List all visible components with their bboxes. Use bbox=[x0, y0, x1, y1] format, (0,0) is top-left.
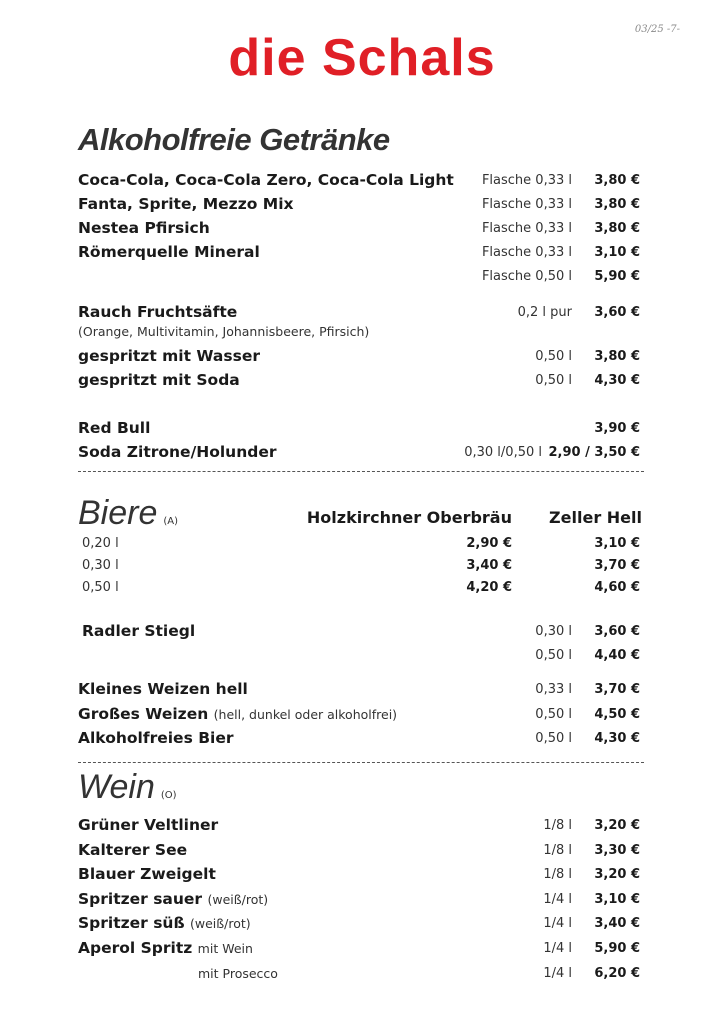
menu-item-price: 3,10 € bbox=[594, 892, 640, 907]
section-divider bbox=[78, 762, 644, 763]
menu-item-price: 3,10 € bbox=[594, 245, 640, 260]
menu-item-size: 0,30 l bbox=[535, 624, 572, 639]
menu-item-price: 4,30 € bbox=[594, 731, 640, 746]
menu-item-price: 3,80 € bbox=[594, 173, 640, 188]
menu-item-price: 3,20 € bbox=[594, 867, 640, 882]
allergen-tag: (O) bbox=[160, 790, 177, 801]
menu-item-price: 3,80 € bbox=[594, 221, 640, 236]
menu-item-note: (weiß/rot) bbox=[190, 916, 251, 931]
menu-item-price: 3,80 € bbox=[594, 349, 640, 364]
menu-item-name: Grüner Veltliner bbox=[78, 816, 219, 834]
beer-size: 0,30 l bbox=[82, 558, 119, 573]
beer-size: 0,50 l bbox=[82, 580, 119, 595]
menu-item-size: 0,50 l bbox=[535, 349, 572, 364]
brand-title: die Schals bbox=[228, 29, 496, 87]
menu-item-name: Kleines Weizen hell bbox=[78, 680, 248, 698]
menu-item-size: 0,33 l bbox=[535, 682, 572, 697]
section-divider bbox=[78, 471, 644, 472]
menu-item-size: 1/4 l bbox=[543, 916, 572, 931]
menu-item-size: Flasche 0,50 l bbox=[481, 269, 572, 284]
menu-item-price: 3,80 € bbox=[594, 197, 640, 212]
menu-item-name: Spritzer sauer bbox=[78, 890, 203, 908]
menu-item-name: Rauch Fruchtsäfte bbox=[78, 303, 238, 321]
section-title-wine bbox=[78, 768, 177, 807]
menu-item-name: gespritzt mit Wasser bbox=[78, 347, 261, 365]
menu-item-size: Flasche 0,33 l bbox=[481, 197, 572, 212]
menu-item-size: 1/8 l bbox=[543, 867, 572, 882]
menu-item-price: 4,30 € bbox=[594, 373, 640, 388]
menu-item-note: mit Wein bbox=[197, 941, 253, 956]
menu-item-size: 0,50 l bbox=[535, 731, 572, 746]
section-title-text: Biere bbox=[78, 494, 158, 532]
menu-item-price: 4,50 € bbox=[594, 707, 640, 722]
menu-item-size: 0,2 l pur bbox=[517, 305, 572, 320]
beer-column-header: Zeller Hell bbox=[549, 508, 642, 527]
section-title-text: Wein bbox=[78, 768, 155, 806]
menu-item-price: 3,90 € bbox=[594, 421, 640, 436]
menu-item-name: Soda Zitrone/Holunder bbox=[78, 443, 277, 461]
menu-item-price: 3,60 € bbox=[594, 305, 640, 320]
menu-item-size: Flasche 0,33 l bbox=[481, 245, 572, 260]
menu-item-price: 3,40 € bbox=[594, 916, 640, 931]
beer-price: 4,20 € bbox=[466, 580, 512, 595]
menu-item bbox=[78, 705, 397, 723]
menu-item-name: Fanta, Sprite, Mezzo Mix bbox=[78, 195, 294, 213]
menu-item-size: 0,50 l bbox=[535, 373, 572, 388]
menu-item-name: Radler Stiegl bbox=[82, 622, 196, 640]
menu-item-name: Alkoholfreies Bier bbox=[78, 729, 234, 747]
menu-item-name: gespritzt mit Soda bbox=[78, 371, 240, 389]
section-title-softdrinks: Alkoholfreie Getränke bbox=[78, 122, 390, 157]
menu-item bbox=[78, 914, 251, 932]
menu-item-size: 1/4 l bbox=[543, 966, 572, 981]
menu-item-price: 5,90 € bbox=[594, 941, 640, 956]
menu-item-name: Blauer Zweigelt bbox=[78, 865, 216, 883]
menu-item-price: 6,20 € bbox=[594, 966, 640, 981]
menu-item-size: 1/8 l bbox=[543, 818, 572, 833]
menu-item-size: 1/4 l bbox=[543, 941, 572, 956]
allergen-tag: (A) bbox=[163, 516, 179, 527]
menu-item-price: 3,70 € bbox=[594, 682, 640, 697]
beer-size: 0,20 l bbox=[82, 536, 119, 551]
menu-item-price: 3,30 € bbox=[594, 843, 640, 858]
beer-column-header: Holzkirchner Oberbräu bbox=[306, 508, 512, 527]
menu-item-price: 3,20 € bbox=[594, 818, 640, 833]
menu-item-size: Flasche 0,33 l bbox=[481, 173, 572, 188]
beer-price: 3,70 € bbox=[594, 558, 640, 573]
menu-item bbox=[78, 890, 268, 908]
menu-item-size: 1/8 l bbox=[543, 843, 572, 858]
menu-item-note: mit Prosecco bbox=[198, 966, 278, 981]
menu-item-price: 2,90 / 3,50 € bbox=[548, 445, 640, 460]
beer-price: 3,10 € bbox=[594, 536, 640, 551]
menu-item-name: Red Bull bbox=[78, 419, 151, 437]
menu-item-name: Nestea Pfirsich bbox=[78, 219, 210, 237]
beer-price: 4,60 € bbox=[594, 580, 640, 595]
menu-item-price: 3,60 € bbox=[594, 624, 640, 639]
menu-item-price: 5,90 € bbox=[594, 269, 640, 284]
menu-item-size: 0,50 l bbox=[535, 707, 572, 722]
menu-item-name: Aperol Spritz bbox=[78, 939, 193, 957]
menu-item-name: Coca-Cola, Coca-Cola Zero, Coca-Cola Light bbox=[78, 171, 454, 189]
beer-price: 3,40 € bbox=[466, 558, 512, 573]
menu-item bbox=[78, 939, 253, 957]
menu-item-name: Großes Weizen bbox=[78, 705, 209, 723]
menu-item-name: Kalterer See bbox=[78, 841, 188, 859]
menu-item-note: (hell, dunkel oder alkoholfrei) bbox=[213, 707, 398, 722]
menu-item-name: Spritzer süß bbox=[78, 914, 185, 932]
menu-item-note: (weiß/rot) bbox=[207, 892, 269, 907]
menu-item-size: Flasche 0,33 l bbox=[481, 221, 572, 236]
menu-item-name: Römerquelle Mineral bbox=[78, 243, 260, 261]
menu-item-size: 0,50 l bbox=[535, 648, 572, 663]
juice-flavors: (Orange, Multivitamin, Johannisbeere, Pfirsich) bbox=[78, 324, 370, 339]
beer-price: 2,90 € bbox=[466, 536, 512, 551]
menu-item-size: 1/4 l bbox=[543, 892, 572, 907]
menu-item-size: 0,30 l/0,50 l bbox=[464, 445, 542, 460]
menu-item-price: 4,40 € bbox=[594, 648, 640, 663]
section-title-beer bbox=[78, 494, 178, 533]
page-number: 03/25 -7- bbox=[634, 24, 680, 35]
